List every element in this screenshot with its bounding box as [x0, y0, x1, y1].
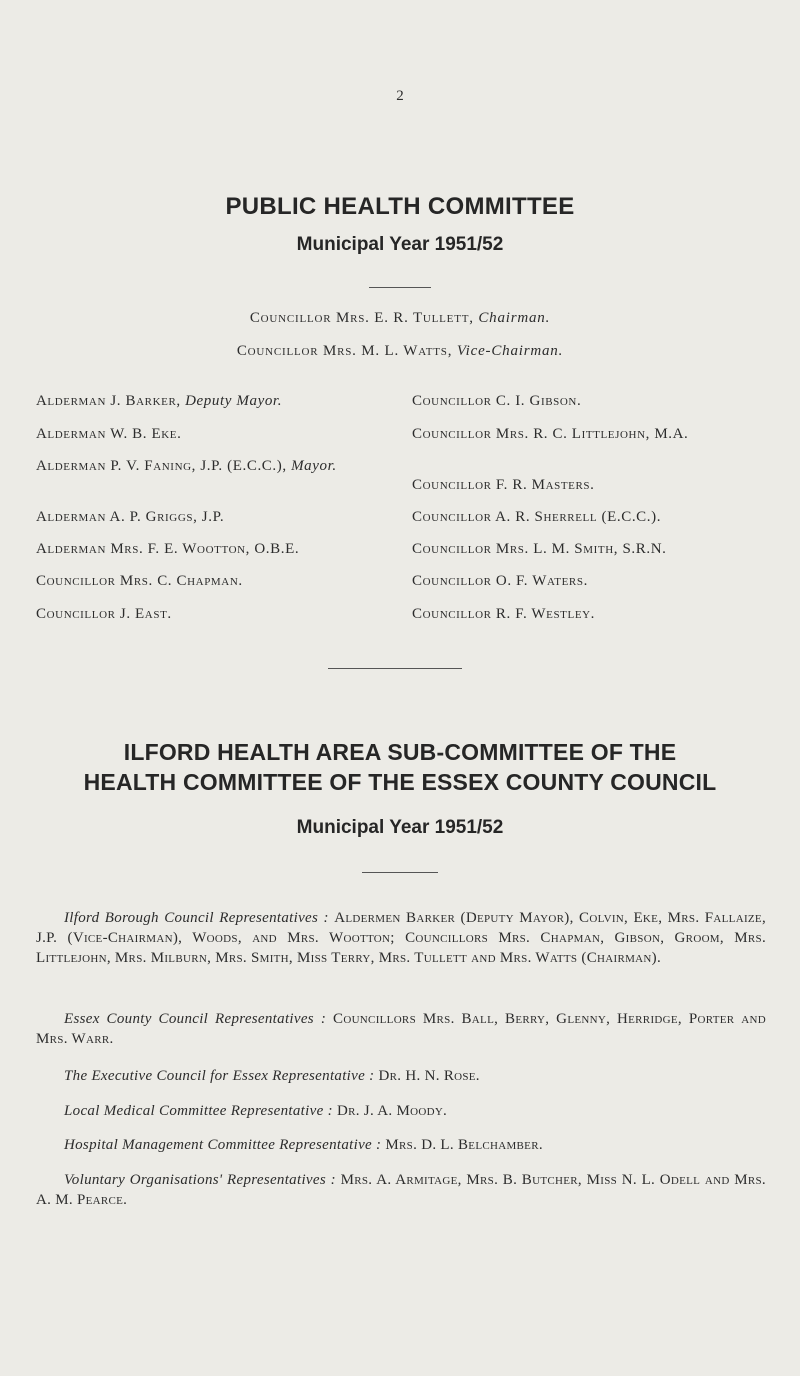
subcommittee-title	[0, 737, 800, 797]
paragraph-label: The Executive Council for Essex Representative :	[64, 1068, 375, 1084]
member-entry	[36, 508, 224, 527]
member-entry	[412, 392, 581, 411]
member-entry	[412, 540, 666, 559]
vice-chairman-name: Councillor Mrs. M. L. Watts,	[236, 343, 453, 359]
member-name: Alderman W. B. Eke.	[36, 426, 182, 442]
paragraph-label: Ilford Borough Council Representatives :	[64, 910, 329, 926]
member-entry	[36, 425, 181, 444]
member-name: Councillor R. F. Westley.	[412, 606, 596, 622]
paragraph-text: Aldermen Barker (Deputy Mayor), Colvin, Eke, Mrs. Fallaize, J.P. (Vice-Chairman), Woods, and Mrs. Wootton; Councillors Mrs. Chapman, Gibson, Groom, Mrs. Littlejohn, Mrs. Milburn, Mrs. Smith, Miss Terry, Mrs. Tullett and Mrs. Watts (Chairman).	[36, 910, 766, 966]
representatives-paragraph	[36, 1170, 766, 1210]
member-name: Alderman Mrs. F. E. Wootton, O.B.E.	[36, 541, 300, 557]
divider	[362, 872, 438, 873]
representatives-paragraph	[36, 1066, 766, 1086]
vice-chairman-role: Vice-Chairman.	[456, 343, 564, 359]
page-number: 2	[396, 88, 404, 104]
committee-title: PUBLIC HEALTH COMMITTEE	[225, 193, 575, 220]
member-entry	[36, 540, 299, 559]
chairman-role: Chairman.	[478, 310, 551, 326]
member-entry	[412, 572, 588, 591]
member-name: Councillor C. I. Gibson.	[412, 393, 582, 409]
member-name: Councillor A. R. Sherrell (E.C.C.).	[412, 509, 662, 525]
member-name: Councillor J. East.	[36, 606, 172, 622]
paragraph-label: Voluntary Organisations' Representatives :	[64, 1172, 336, 1188]
representatives-paragraph	[36, 1135, 766, 1155]
section-divider	[328, 668, 462, 669]
member-name: Alderman J. Barker,	[36, 393, 181, 409]
paragraph-text: Mrs. D. L. Belchamber.	[385, 1137, 543, 1153]
subcommittee-subtitle: Municipal Year 1951/52	[296, 817, 504, 838]
chairman-name: Councillor Mrs. E. R. Tullett,	[249, 310, 474, 326]
member-name: Alderman A. P. Griggs, J.P.	[36, 509, 225, 525]
paragraph-label: Local Medical Committee Representative :	[64, 1103, 333, 1119]
paragraph-label: Essex County Council Representatives :	[64, 1011, 327, 1027]
paragraph-text: Dr. J. A. Moody.	[336, 1103, 448, 1119]
paragraph-label: Hospital Management Committee Representative :	[64, 1137, 382, 1153]
representatives-paragraph	[36, 1009, 766, 1049]
representatives-paragraph	[36, 1101, 766, 1121]
paragraph-text: Dr. H. N. Rose.	[378, 1068, 480, 1084]
member-name: Councillor Mrs. L. M. Smith, S.R.N.	[412, 541, 667, 557]
member-entry	[36, 392, 282, 411]
paragraph-text: Mrs. A. Armitage, Mrs. B. Butcher, Miss N. L. Odell and Mrs. A. M. Pearce.	[36, 1172, 766, 1208]
member-role: Mayor.	[291, 458, 337, 474]
divider	[369, 287, 431, 288]
committee-subtitle: Municipal Year 1951/52	[296, 234, 504, 255]
member-name: Alderman P. V. Faning, J.P. (E.C.C.),	[36, 458, 287, 474]
member-name: Councillor Mrs. R. C. Littlejohn, M.A.	[412, 426, 689, 442]
member-name: Councillor F. R. Masters.	[412, 477, 595, 493]
member-entry	[36, 605, 172, 624]
member-entry	[36, 572, 243, 591]
member-name: Councillor Mrs. C. Chapman.	[36, 573, 243, 589]
member-entry	[412, 476, 595, 495]
member-entry	[412, 425, 785, 444]
vice-chairman-line	[0, 343, 800, 360]
subcommittee-title-line2: HEALTH COMMITTEE OF THE ESSEX COUNTY COUNCIL	[83, 769, 717, 795]
member-role: Deputy Mayor.	[185, 393, 283, 409]
paragraph-text: Councillors Mrs. Ball, Berry, Glenny, Herridge, Porter and Mrs. Warr.	[36, 1011, 766, 1047]
representatives-paragraph	[36, 908, 766, 968]
member-entry	[36, 457, 414, 476]
chairman-line	[0, 310, 800, 327]
member-entry	[412, 508, 661, 527]
subcommittee-title-line1: ILFORD HEALTH AREA SUB-COMMITTEE OF THE	[123, 739, 677, 765]
member-name: Councillor O. F. Waters.	[412, 573, 588, 589]
member-entry	[412, 605, 595, 624]
